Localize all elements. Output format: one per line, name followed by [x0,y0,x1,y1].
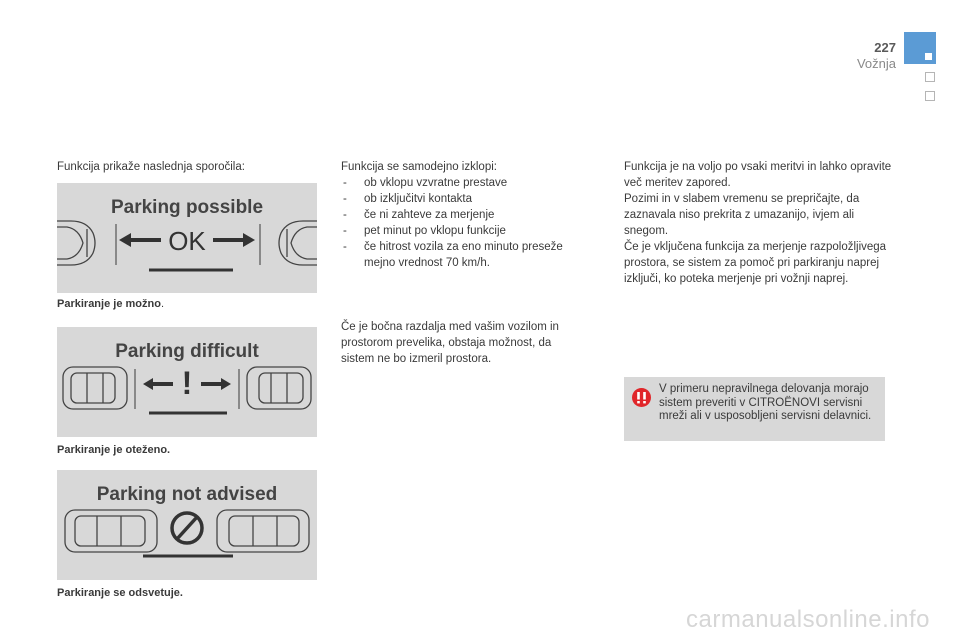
caption-parking-not-advised: Parkiranje se odsvetuje. [57,587,183,599]
right-paragraph: Pozimi in v slabem vremenu se prepričajte, da zaznavala niso prekrita z umazanijo, ivjem ali snegom. [624,193,860,237]
caption-parking-difficult: Parkiranje je oteženo. [57,444,171,456]
display-title: Parking difficult [115,341,259,362]
list-item: - če hitrost vozila za eno minuto preseže mejno vrednost 70 km/h. [341,239,586,271]
display-parking-not-advised [57,470,317,580]
list-item: - ob vklopu vzvratne prestave [341,175,586,191]
chapter-tab-empty [925,72,935,82]
list-item: - pet minut po vklopu funkcije [341,223,586,239]
middle-paragraph: Če je bočna razdalja med vašim vozilom in prostorom prevelika, obstaja možnost, da sistem ne bo izmeril prostora. [341,321,559,365]
caption-parking-possible [57,298,164,310]
caption-suffix: . [160,298,164,310]
caption-text: Parkiranje je možno [57,298,161,310]
car-right-icon [217,510,309,552]
parking-not-advised-graphic [57,470,317,580]
middle-intro: Funkcija se samodejno izklopi: [341,161,497,173]
warning-icon [632,388,651,407]
left-intro: Funkcija prikaže naslednja sporočila: [57,161,245,173]
chapter-tab-empty [925,91,935,101]
middle-column [341,159,586,271]
car-left-icon [65,510,157,552]
right-paragraph: Funkcija je na voljo po vsaki meritvi in lahko opravite več meritev zapored. [624,161,892,189]
list-item: - če ni zahteve za merjenje [341,207,586,223]
right-paragraph: Če je vključena funkcija za merjenje razpoložljivega prostora, se sistem za pomoč pri parkiranju naprej izključi, ko poteka merjenje pri vožnji naprej. [624,241,887,285]
display-title: Parking not advised [96,484,278,505]
display-parking-possible [57,183,317,293]
right-column [624,159,892,287]
display-symbol: OK [168,226,206,256]
page-number: 227 [874,40,896,55]
deactivation-list [341,175,586,271]
warning-text: V primeru nepravilnega delovanja morajo sistem preveriti v CITROËNOVI servisni mreži ali v usposobljeni servisni delavnici. [659,383,872,422]
section-title: Vožnja [856,56,896,71]
display-parking-difficult [57,327,317,437]
display-title: Parking possible [110,197,264,218]
list-item: - ob izključitvi kontakta [341,191,586,207]
watermark: carmanualsonline.info [686,606,930,633]
display-symbol: ! [181,365,193,401]
tab-marker-icon [925,53,932,60]
chapter-tab [904,32,936,64]
no-entry-icon [172,513,202,543]
warning-box [624,377,885,441]
